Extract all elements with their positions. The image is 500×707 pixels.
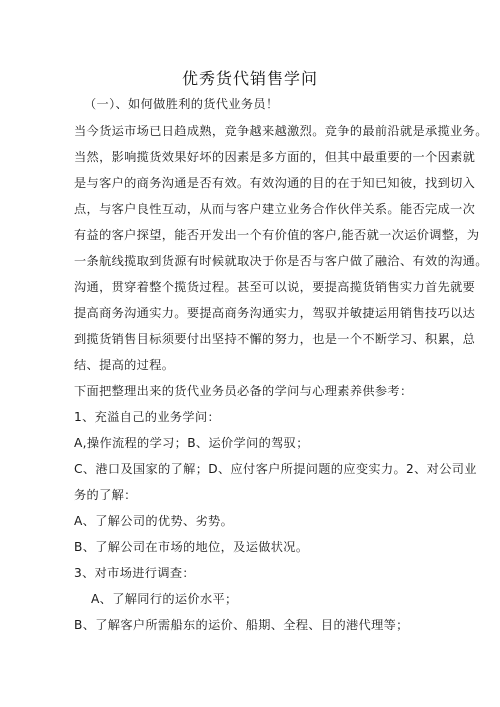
paragraph-line: 一条航线揽取到货源有时候就取决于你是否与客户做了融洽、有效的沟通。 <box>74 254 488 268</box>
paragraph-line: 当然，影响揽货效果好坏的因素是多方面的，但其中最重要的一个因素就 <box>74 150 476 164</box>
document-title: 优秀货代销售学问 <box>181 69 318 88</box>
paragraph-line: 当今货运市场已日趋成熟，竞争越来越激烈。竞争的最前沿就是承揽业务。 <box>74 124 488 138</box>
paragraph-line: 下面把整理出来的货代业务员必备的学问与心理素养供参考： <box>74 384 413 398</box>
paragraph-line: 有益的客户探望，能否开发出一个有价值的客户,能否就一次运价调整，为 <box>74 228 480 242</box>
list-item: C、港口及国家的了解；D、应付客户所提问题的应变实力。2、对公司业 <box>74 462 477 476</box>
list-item: 务的了解： <box>74 488 137 502</box>
list-item: A,操作流程的学习；B、运价学问的驾驭； <box>74 436 309 450</box>
list-item: B、了解客户所需船东的运价、船期、全程、目的港代理等； <box>74 618 409 632</box>
list-heading: 1、充溢自己的业务学问： <box>74 410 221 424</box>
list-item: B、了解公司在市场的地位，及运做状况。 <box>74 540 309 554</box>
paragraph-line: 结、提高的过程。 <box>74 358 175 372</box>
list-item: A、了解公司的优势、劣势。 <box>74 514 234 528</box>
list-heading: 3、对市场进行调查： <box>74 566 195 580</box>
list-item: A、了解同行的运价水平； <box>91 592 238 606</box>
paragraph-line: 沟通，贯穿着整个揽货过程。甚至可以说，要提高揽货销售实力首先就要 <box>74 280 476 294</box>
paragraph-line: 到揽货销售目标须要付出坚持不懈的努力，也是一个不断学习、积累，总 <box>74 332 476 346</box>
section-heading: （一）、如何做胜利的货代业务员！ <box>84 97 279 111</box>
paragraph-line: 是与客户的商务沟通是否有效。有效沟通的目的在于知已知彼，找到切入 <box>74 176 476 190</box>
paragraph-line: 提高商务沟通实力。要提高商务沟通实力，驾驭并敏捷运用销售技巧以达 <box>74 306 476 320</box>
paragraph-line: 点，与客户良性互动，从而与客户建立业务合作伙伴关系。能否完成一次 <box>74 202 476 216</box>
